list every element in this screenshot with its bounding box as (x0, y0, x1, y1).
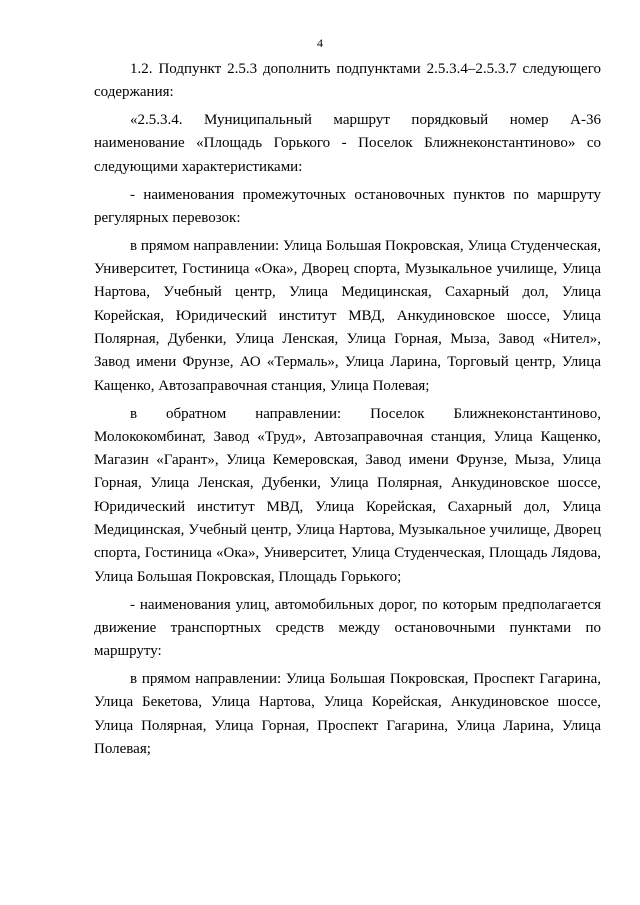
paragraph-amendment-intro: 1.2. Подпункт 2.5.3 дополнить подпунктами 2.5.3.4–2.5.3.7 следующего содержания: (94, 61, 601, 101)
paragraph-streets-forward: в прямом направлении: Улица Большая Покровская, Проспект Гагарина, Улица Бекетова, Улица Нартова, Улица Корейская, Анкудиновское шоссе, Улица Полярная, Улица Горная, Проспект Гагарина, Улица Ларина, Улица Полевая; (94, 670, 601, 757)
paragraph-streets-heading: - наименования улиц, автомобильных дорог, по которым предполагается движение транспортных средств между остановочными пунктами по маршруту: (94, 596, 601, 660)
paragraph-route-heading: «2.5.3.4. Муниципальный маршрут порядковый номер А-36 наименование «Площадь Горького - Поселок Ближнеконстантиново» со следующими характеристиками: (94, 112, 601, 175)
paragraph-stops-backward: в обратном направлении: Поселок Ближнеконстантиново, Молококомбинат, Завод «Труд», Автозаправочная станция, Улица Кащенко, Магазин «Гарант», Улица Кемеровская, Завод имени Фрунзе, Мыза, Улица Горная, Улица Ленская, Дубенки, Улица Полярная, Анкудиновское шоссе, Юридический институт МВД, Улица Корейская, Сахарный дол, Улица Медицинская, Учебный центр, Улица Нартова, Музыкальное училище, Дворец спорта, Гостиница «Ока», Университет, Улица Студенческая, Площадь Лядова, Улица Большая Покровская, Площадь Горького; (94, 405, 601, 585)
page-number: 4 (317, 36, 323, 50)
document-body (94, 58, 601, 766)
paragraph-stops-heading: - наименования промежуточных остановочных пунктов по маршруту регулярных перевозок: (94, 186, 601, 226)
paragraph-stops-forward: в прямом направлении: Улица Большая Покровская, Улица Студенческая, Университет, Гостиница «Ока», Дворец спорта, Музыкальное училище, Улица Нартова, Учебный центр, Улица Медицинская, Сахарный дол, Улица Корейская, Юридический институт МВД, Анкудиновское шоссе, Улица Полярная, Дубенки, Улица Ленская, Улица Горная, Мыза, Завод «Нител», Завод имени Фрунзе, АО «Термаль», Улица Ларина, Торговый центр, Улица Кащенко, Автозаправочная станция, Улица Полевая; (94, 237, 601, 394)
